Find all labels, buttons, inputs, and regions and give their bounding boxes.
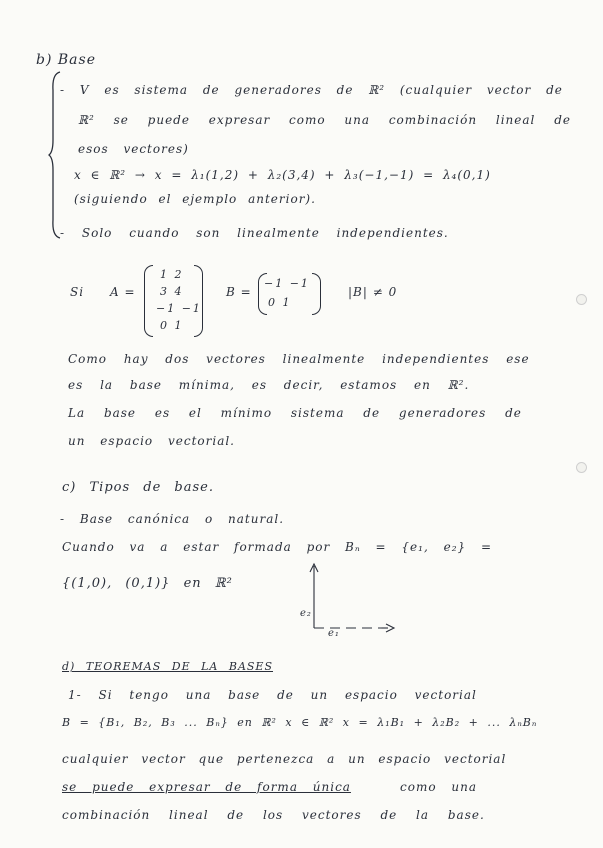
matrix-b-right-bracket bbox=[312, 273, 321, 315]
section-d-underlined: se puede expresar de forma única bbox=[62, 780, 351, 794]
section-b-line: (siguiendo el ejemplo anterior). bbox=[74, 192, 316, 206]
canonical-basis-axes bbox=[292, 560, 402, 640]
matrix-a-row: −1 −1 bbox=[156, 302, 202, 315]
matrix-a-right-bracket bbox=[194, 265, 203, 337]
matrix-b-label: B = bbox=[226, 285, 252, 299]
section-d-line: combinación lineal de los vectores de la base. bbox=[62, 808, 485, 822]
section-b-line: esos vectores) bbox=[78, 142, 189, 156]
explanation-line: La base es el mínimo sistema de generadores de bbox=[68, 406, 522, 420]
matrix-a-label: A = bbox=[110, 285, 136, 299]
matrix-b-row: −1 −1 bbox=[264, 277, 310, 290]
section-d-line: como una bbox=[400, 780, 477, 794]
section-d-line: 1- Si tengo una base de un espacio vectorial bbox=[68, 688, 477, 702]
determinant-note: |B| ≠ 0 bbox=[348, 285, 398, 299]
explanation-line: Como hay dos vectores linealmente independientes ese bbox=[68, 352, 530, 366]
punch-hole bbox=[576, 294, 587, 305]
section-c-line: Cuando va a estar formada por Bₙ = {e₁, e₂} = bbox=[62, 540, 493, 554]
section-b-line: - V es sistema de generadores de ℝ² (cualquier vector de bbox=[60, 83, 563, 97]
section-b-line: - Solo cuando son linealmente independientes. bbox=[60, 226, 449, 240]
explanation-line: es la base mínima, es decir, estamos en ℝ². bbox=[68, 378, 470, 392]
explanation-line: un espacio vectorial. bbox=[68, 434, 235, 448]
section-d-heading: d) TEOREMAS DE LA BASES bbox=[62, 660, 273, 673]
e1-label: e₁ bbox=[328, 628, 340, 639]
section-c-line: {(1,0), (0,1)} en ℝ² bbox=[62, 576, 233, 591]
section-d-line: cualquier vector que pertenezca a un espacio vectorial bbox=[62, 752, 507, 766]
matrix-a-row: 1 2 bbox=[160, 268, 184, 281]
matrix-a-row: 3 4 bbox=[160, 285, 184, 298]
section-c-item: - Base canónica o natural. bbox=[60, 512, 285, 526]
section-b-line: x ∈ ℝ² → x = λ₁(1,2) + λ₂(3,4) + λ₃(−1,−1) = λ₄(0,1) bbox=[74, 168, 491, 182]
section-c-heading: c) Tipos de base. bbox=[62, 480, 214, 495]
section-b-heading: b) Base bbox=[36, 52, 96, 68]
matrix-a-left-bracket bbox=[144, 265, 153, 337]
section-b-line: ℝ² se puede expresar como una combinación lineal de bbox=[78, 113, 571, 127]
matrix-a-row: 0 1 bbox=[160, 319, 184, 332]
si-label: Si bbox=[70, 285, 85, 299]
matrix-b-row: 0 1 bbox=[268, 296, 292, 309]
e2-label: e₂ bbox=[300, 608, 312, 619]
section-d-line: B = {B₁, B₂, B₃ ... Bₙ} en ℝ² x ∈ ℝ² x = λ₁B₁ + λ₂B₂ + ... λₙBₙ bbox=[62, 716, 538, 729]
punch-hole bbox=[576, 462, 587, 473]
